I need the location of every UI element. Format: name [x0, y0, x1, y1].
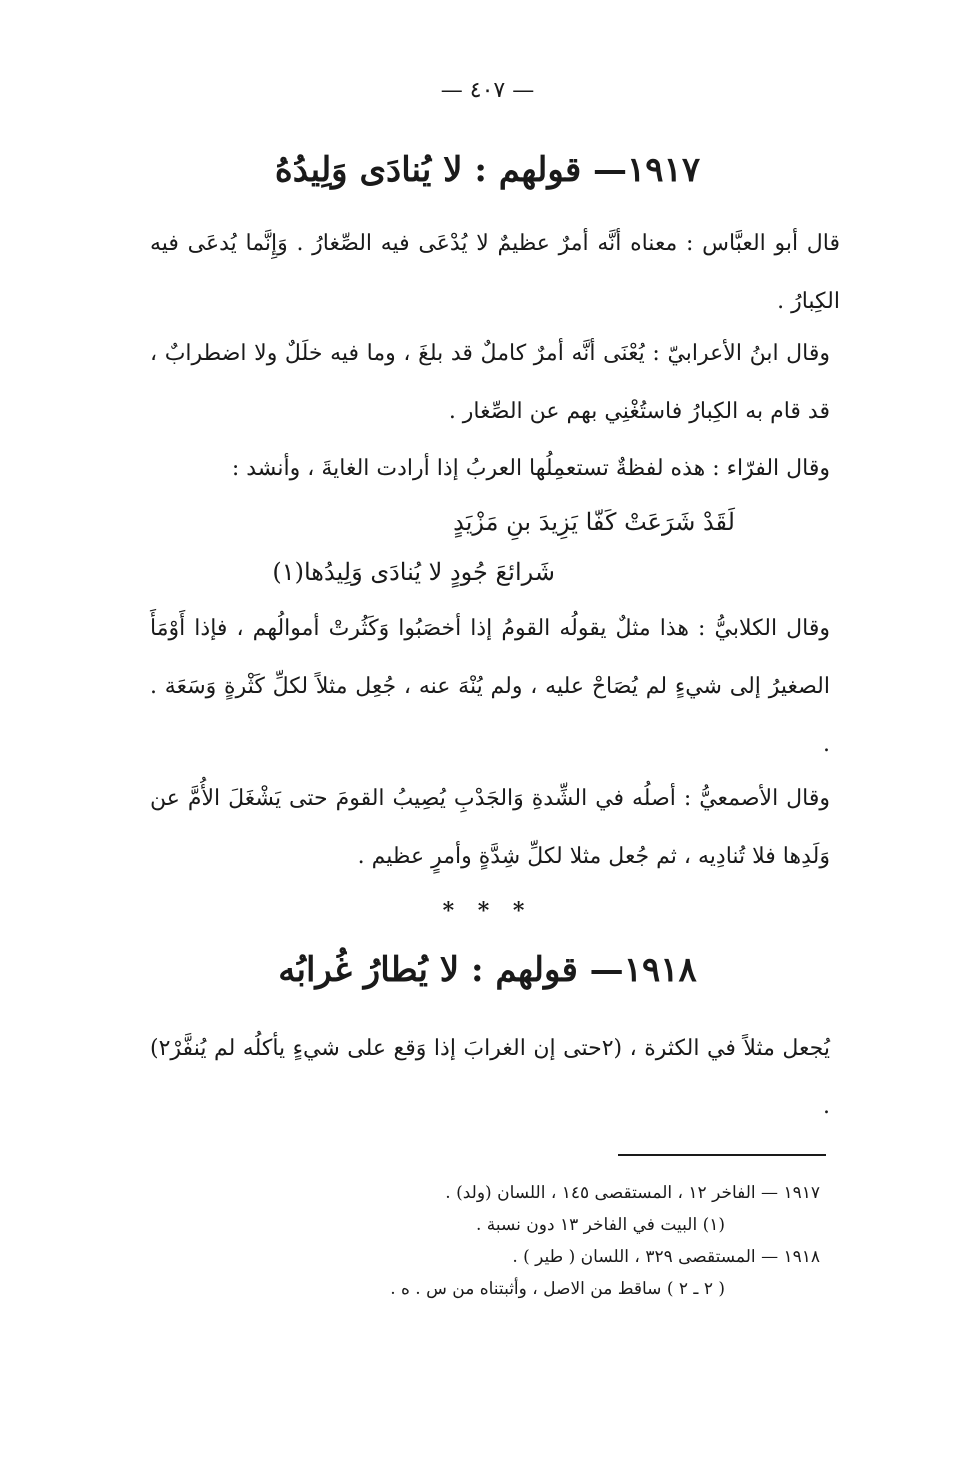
- paragraph-al-farra: وقال الفرّاء : هذه لفظةٌ تستعمِلُها العربُ إذا أرادت الغايةَ ، وأنشد :: [231, 456, 830, 481]
- paragraph-al-asmai: وقال الأصمعيُّ : أصلُه في الشِّدةِ وَالجَدْبِ يُصِيبُ القومَ حتى يَشْغَلَ الأُمَّ عن وَلَدِها فلا تُنادِيه ، ثم جُعل مثلا لكلِّ شِدَّةٍ وأمرٍ عظيم .: [150, 786, 830, 869]
- paragraph-kathra: يُجعل مثلاً في الكثرة ، (٢حتى إن الغرابَ إذا وَقع على شيءٍ يأكلُه لم يُنفَّرْ٢) .: [150, 1036, 830, 1119]
- footnote-2: ( ٢ ـ ٢ ) ساقط من الاصل ، وأثبتناه من س . ه .: [390, 1279, 725, 1299]
- entry-heading-1918: ١٩١٨— قولهم : لا يُطارُ غُرابُه: [278, 950, 697, 990]
- footnote-1918: ١٩١٨ — المستقصى ٣٢٩ ، اللسان ( طير ) .: [512, 1247, 820, 1267]
- verse-line-1: لَقَدْ شَرَعَتْ كَفّا يَزِيدَ بنِ مَزْيَدٍ: [453, 508, 735, 536]
- paragraph-al-kilabi: وقال الكلابيُّ : هذا مثلٌ يقولُه القومُ إذا أخصَبُوا وَكَثُرتْ أموالُهم ، فإذا أَوْمَأَ الصغيرُ إلى شيءٍ لم يُصَاحْ عليه ، ولم يُنْهَ عنه ، جُعِل مثلاً لكلِّ كَثْرةٍ وَسَعَة . .: [150, 616, 830, 757]
- entry-heading-1917: ١٩١٧— قولهم : لا يُنادَى وَلِيدُهُ: [274, 150, 701, 190]
- footnote-rule: [618, 1154, 826, 1156]
- paragraph-abu-al-abbas: قال أبو العبَّاس : معناه أنَّه أمرٌ عظيمٌ لا يُدْعَى فيه الصِّغارُ . وَإِنَّما يُدعَى فيه الكِبارُ .: [150, 231, 840, 314]
- section-separator: * * *: [442, 898, 533, 924]
- footnote-1917: ١٩١٧ — الفاخر ١٢ ، المستقصى ١٤٥ ، اللسان (ولد) .: [445, 1183, 820, 1203]
- footnote-1: (١) البيت في الفاخر ١٣ دون نسبة .: [475, 1215, 725, 1235]
- page-number: — ٤٠٧ —: [440, 78, 535, 103]
- verse-line-2: شَرائعَ جُودٍ لا يُنادَى وَلِيدُها(١): [272, 558, 555, 586]
- paragraph-ibn-al-arabi: وقال ابنُ الأعرابيّ : يُعْنَى أنَّه أمرٌ كاملٌ قد بلغَ ، وما فيه خلَلٌ ولا اضطرابٌ ، قد قام به الكِبارُ فاستُغْنِي بهم عن الصِّغار .: [150, 341, 830, 424]
